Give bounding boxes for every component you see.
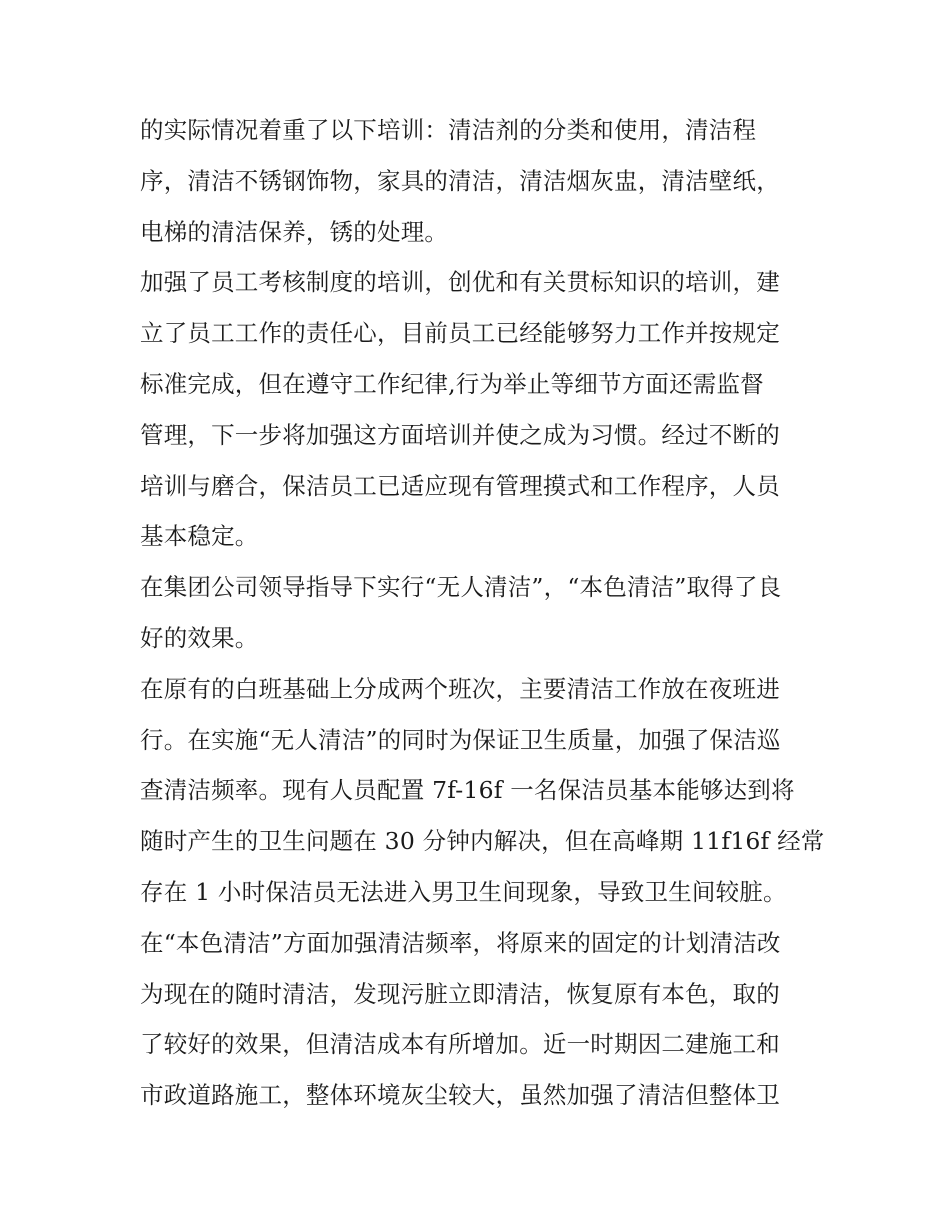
text-line: 的实际情况着重了以下培训：清洁剂的分类和使用，清洁程 xyxy=(140,116,757,144)
text-line: 加强了员工考核制度的培训，创优和有关贯标知识的培训，建 xyxy=(140,268,780,297)
text-line: 在集团公司领导指导下实行“无人清洁”，“本色清洁”取得了良 xyxy=(140,573,782,602)
text-line: 在“本色清洁”方面加强清洁频率，将原来的固定的计划清洁改 xyxy=(140,928,781,957)
text-line: 行。在实施“无人清洁”的同时为保证卫生质量，加强了保洁巡 xyxy=(140,725,781,754)
text-line: 立了员工工作的责任心，目前员工已经能够努力工作并按规定 xyxy=(140,319,780,348)
text-line: 好的效果。 xyxy=(140,623,259,652)
text-line: 市政道路施工，整体环境灰尘较大，虽然加强了清洁但整体卫 xyxy=(140,1081,780,1110)
text-line: 培训与磨合，保洁员工已适应现有管理摸式和工作程序，人员 xyxy=(140,471,780,500)
text-line: 随时产生的卫生问题在 30 分钟内解决，但在高峰期 11f16f 经常 xyxy=(140,827,825,856)
text-line: 管理，下一步将加强这方面培训并使之成为习惯。经过不断的 xyxy=(140,420,780,449)
text-line: 查清洁频率。现有人员配置 7f-16f 一名保洁员基本能够达到将 xyxy=(140,776,795,805)
text-line: 电梯的清洁保养，锈的处理。 xyxy=(140,217,449,246)
text-line: 存在 1 小时保洁员无法进入男卫生间现象，导致卫生间较脏。 xyxy=(140,877,787,906)
text-line: 了较好的效果，但清洁成本有所增加。近一时期因二建施工和 xyxy=(140,1030,780,1059)
text-line: 在原有的白班基础上分成两个班次，主要清洁工作放在夜班进 xyxy=(140,674,780,703)
text-line: 标准完成，但在遵守工作纪律,行为举止等细节方面还需监督 xyxy=(140,369,764,398)
text-line: 基本稳定。 xyxy=(140,522,259,551)
text-line: 为现在的随时清洁，发现污脏立即清洁，恢复原有本色，取的 xyxy=(140,979,780,1008)
document-body xyxy=(140,105,825,1121)
text-line: 序，清洁不锈钢饰物，家具的清洁，清洁烟灰盅，清洁壁纸， xyxy=(140,166,780,195)
